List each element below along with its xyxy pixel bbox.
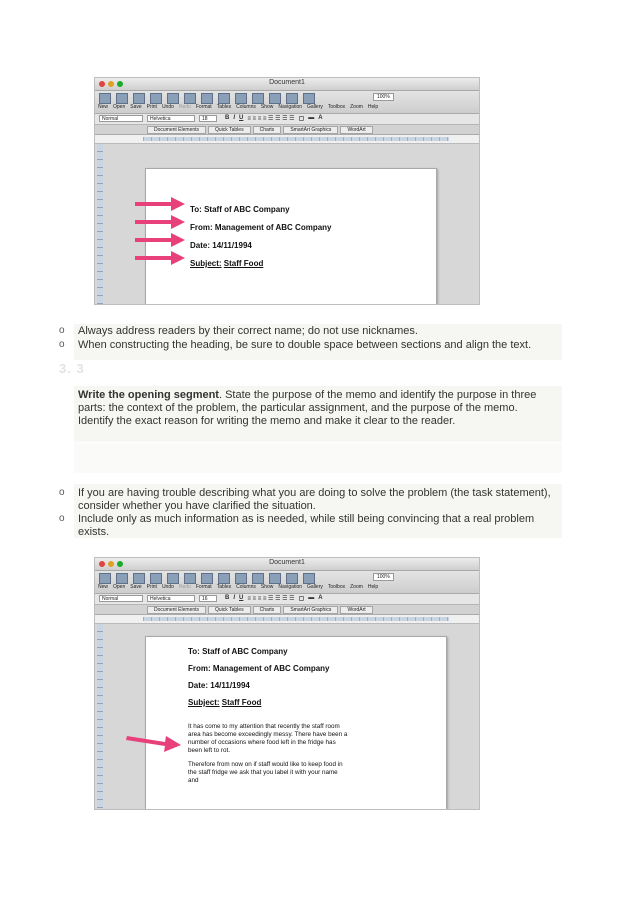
- memo-paragraph-2: Therefore from now on if staff would like to keep food in the staff fridge we ask that you label it with your name and: [188, 761, 343, 784]
- memo-to-line: To: Staff of ABC Company: [188, 647, 288, 656]
- bullet-address-readers: Always address readers by their correct name; do not use nicknames.: [78, 325, 418, 337]
- toolbox-icon: [303, 573, 315, 584]
- font-select: Helvetica: [147, 115, 195, 122]
- print-icon: [150, 573, 162, 584]
- ribbon-tab-wordart: WordArt: [340, 606, 372, 614]
- size-select: 16: [199, 595, 217, 602]
- vertical-ruler: [97, 624, 103, 809]
- highlight-icon: ▬: [308, 115, 315, 121]
- memo-date-line: Date: 14/11/1994: [188, 681, 250, 690]
- tables-icon: [218, 573, 230, 584]
- memo-paragraph-1: It has come to my attention that recently the staff room area has become exceedingly messy. There have been a number of occasions where food left in the fridge has been left to rot.: [188, 723, 348, 754]
- standard-toolbar: [95, 571, 479, 594]
- memo-from-line: From: Management of ABC Company: [190, 223, 332, 232]
- border-icon: ▢: [298, 596, 305, 602]
- print-icon: [150, 93, 162, 104]
- memo-to-line: To: Staff of ABC Company: [190, 205, 290, 214]
- ribbon-tab-quick-tables: Quick Tables: [208, 126, 251, 134]
- redo-icon: [184, 93, 196, 104]
- step-number: 3. 3: [59, 361, 85, 376]
- format-buttons: [225, 595, 323, 602]
- ribbon-tab-document-elements: Document Elements: [147, 606, 206, 614]
- opening-segment-text: . State the purpose of the memo and identify the purpose in three parts: the context of the problem, the particular assignment, and the purpose of the memo. Identify the exact reason for writing the memo and make it clear to the reader.: [78, 389, 537, 427]
- memo-heading-screenshot: [94, 77, 480, 305]
- save-icon: [133, 93, 145, 104]
- window-title: Document1: [269, 559, 305, 566]
- show-icon: [252, 573, 264, 584]
- window-titlebar: [95, 558, 479, 571]
- italic-icon: I: [233, 115, 236, 121]
- document-page: [145, 636, 447, 810]
- bullet-marker: o: [59, 339, 65, 350]
- ribbon-tab-smartart: SmartArt Graphics: [283, 126, 338, 134]
- zoom-box: 100%: [373, 93, 394, 101]
- gallery-icon: [286, 93, 298, 104]
- horizontal-ruler: [95, 135, 479, 144]
- toolbox-icon: [303, 93, 315, 104]
- highlight-icon: ▬: [308, 595, 315, 601]
- opening-segment-paragraph: [78, 389, 548, 428]
- vertical-ruler: [97, 144, 103, 304]
- memo-subject-line: Subject: Staff Food: [190, 259, 264, 268]
- pointer-arrow-paragraph-icon: [125, 730, 183, 754]
- bullet-heading-spacing: When constructing the heading, be sure to double space between sections and align the text.: [78, 339, 532, 351]
- ribbon-tab-charts: Charts: [253, 126, 282, 134]
- underline-icon: U: [239, 595, 244, 601]
- memo-opening-screenshot: [94, 557, 480, 810]
- spacer-shade: [74, 443, 562, 473]
- size-select: 18: [199, 115, 217, 122]
- memo-date-line: Date: 14/11/1994: [190, 241, 252, 250]
- open-icon: [116, 93, 128, 104]
- memo-subject-line: Subject: Staff Food: [188, 698, 262, 707]
- opening-segment-heading: Write the opening segment: [78, 389, 219, 401]
- align-icons: ≡ ≡ ≡ ≡ ☰ ☰ ☰ ☰: [247, 596, 295, 602]
- toolbar-labels: New Open Save Print Undo Redo Format Tables Columns Show Navigation Gallery Toolbox Zoom Help: [98, 584, 379, 590]
- formatting-toolbar: [95, 114, 479, 125]
- columns-icon: [235, 93, 247, 104]
- font-color-icon: A: [318, 115, 323, 121]
- ribbon-tab-charts: Charts: [253, 606, 282, 614]
- format-buttons: [225, 115, 323, 122]
- font-select: Helvetica: [147, 595, 195, 602]
- style-select: Normal: [99, 115, 143, 122]
- pointer-arrow-subject-icon: [135, 251, 185, 265]
- ribbon-tab-wordart: WordArt: [340, 126, 372, 134]
- italic-icon: I: [233, 595, 236, 601]
- bullet-marker: o: [59, 487, 65, 498]
- window-titlebar: [95, 78, 479, 91]
- bold-icon: B: [225, 115, 230, 121]
- pointer-arrow-to-icon: [135, 197, 185, 211]
- ribbon: [95, 125, 479, 135]
- tables-icon: [218, 93, 230, 104]
- ribbon-tab-smartart: SmartArt Graphics: [283, 606, 338, 614]
- new-doc-icon: [99, 93, 111, 104]
- document-page: [145, 168, 437, 305]
- border-icon: ▢: [298, 116, 305, 122]
- formatting-toolbar: [95, 594, 479, 605]
- redo-icon: [184, 573, 196, 584]
- memo-from-line: From: Management of ABC Company: [188, 664, 330, 673]
- horizontal-ruler: [95, 615, 479, 624]
- toolbar-labels: New Open Save Print Undo Redo Format Tables Columns Show Navigation Gallery Toolbox Zoom Help: [98, 104, 379, 110]
- navigation-icon: [269, 93, 281, 104]
- align-icons: ≡ ≡ ≡ ≡ ☰ ☰ ☰ ☰: [247, 116, 295, 122]
- ribbon: [95, 605, 479, 615]
- underline-icon: U: [239, 115, 244, 121]
- undo-icon: [167, 573, 179, 584]
- bullet-marker: o: [59, 513, 65, 524]
- zoom-box: 100%: [373, 573, 394, 581]
- bold-icon: B: [225, 595, 230, 601]
- window-title: Document1: [269, 79, 305, 86]
- save-icon: [133, 573, 145, 584]
- navigation-icon: [269, 573, 281, 584]
- format-icon: [201, 93, 213, 104]
- standard-toolbar: [95, 91, 479, 114]
- bullet-information-needed: Include only as much information as is needed, while still being convincing that a real problem exists.: [78, 513, 535, 538]
- gallery-icon: [286, 573, 298, 584]
- new-doc-icon: [99, 573, 111, 584]
- pointer-arrow-from-icon: [135, 215, 185, 229]
- pointer-arrow-date-icon: [135, 233, 185, 247]
- style-select: Normal: [99, 595, 143, 602]
- undo-icon: [167, 93, 179, 104]
- bullet-task-statement: If you are having trouble describing what you are doing to solve the problem (the task statement), consider whether you have clarified the situation.: [78, 487, 551, 512]
- font-color-icon: A: [318, 595, 323, 601]
- ribbon-tab-document-elements: Document Elements: [147, 126, 206, 134]
- show-icon: [252, 93, 264, 104]
- columns-icon: [235, 573, 247, 584]
- open-icon: [116, 573, 128, 584]
- ribbon-tab-quick-tables: Quick Tables: [208, 606, 251, 614]
- format-icon: [201, 573, 213, 584]
- bullet-marker: o: [59, 325, 65, 336]
